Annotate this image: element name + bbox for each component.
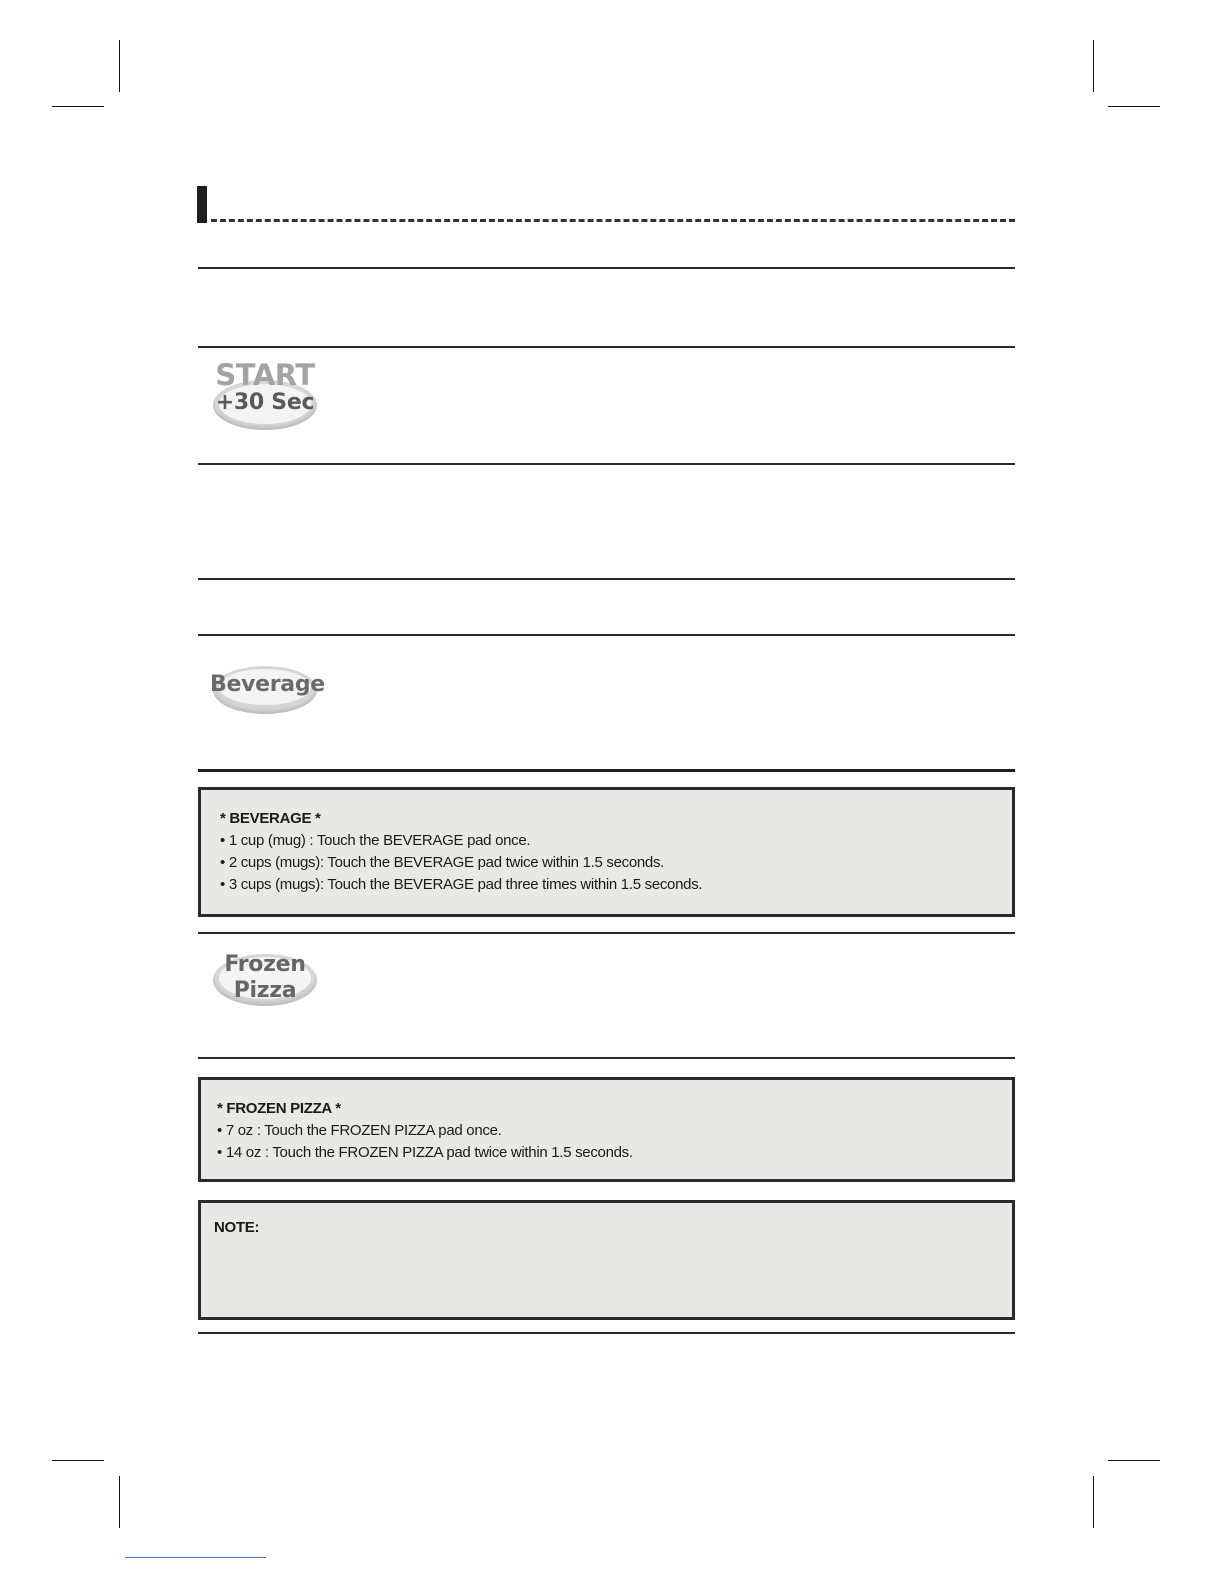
note-box	[198, 1200, 1015, 1320]
rule-3	[198, 463, 1015, 465]
rule-8	[198, 1057, 1015, 1059]
beverage-pad-icon	[210, 660, 325, 740]
crop-mark-bottom-right-vertical	[1093, 1476, 1094, 1528]
beverage-box-title: * BEVERAGE *	[220, 810, 321, 827]
rule-5	[198, 634, 1015, 636]
rule-7	[198, 932, 1015, 934]
crop-mark-top-right-horizontal	[1108, 106, 1160, 107]
crop-mark-bottom-left-vertical	[119, 1476, 120, 1528]
note-title: NOTE:	[214, 1219, 260, 1236]
rule-9	[198, 1332, 1015, 1334]
beverage-item-1: • 1 cup (mug) : Touch the BEVERAGE pad once.	[220, 832, 531, 849]
crop-mark-bottom-right-horizontal	[1108, 1460, 1160, 1461]
pizza-pad-label: Pizza	[233, 978, 297, 1003]
crop-mark-top-left-horizontal	[52, 106, 104, 107]
crop-mark-top-right-vertical	[1093, 40, 1094, 92]
beverage-item-3: • 3 cups (mugs): Touch the BEVERAGE pad three times within 1.5 seconds.	[220, 876, 703, 893]
frozen-pizza-pad-icon	[210, 950, 320, 1030]
beverage-pad-label: Beverage	[210, 672, 325, 697]
crop-mark-top-left-vertical	[119, 40, 120, 92]
beverage-info-box	[198, 787, 1015, 917]
frozen-pizza-box-title: * FROZEN PIZZA *	[217, 1100, 341, 1117]
rule-4	[198, 578, 1015, 580]
frozen-pad-label: Frozen	[224, 952, 306, 977]
frozen-pizza-item-2: • 14 oz : Touch the FROZEN PIZZA pad twice within 1.5 seconds.	[217, 1144, 633, 1161]
beverage-item-2: • 2 cups (mugs): Touch the BEVERAGE pad twice within 1.5 seconds.	[220, 854, 665, 871]
plus-30-sec-pad-label: +30 Sec	[215, 390, 315, 415]
rule-6	[198, 769, 1015, 772]
crop-mark-bottom-left-horizontal	[52, 1460, 104, 1461]
frozen-pizza-info-box	[198, 1077, 1015, 1182]
header-dashed-line	[211, 219, 1015, 222]
start-pad-label: START	[215, 358, 315, 392]
frozen-pizza-item-1: • 7 oz : Touch the FROZEN PIZZA pad once.	[217, 1122, 502, 1139]
start-30sec-pad-icon	[210, 356, 320, 436]
rule-1	[198, 267, 1015, 269]
footer-link-underline	[125, 1557, 266, 1558]
rule-2	[198, 346, 1015, 348]
header-marker-block	[197, 186, 207, 223]
